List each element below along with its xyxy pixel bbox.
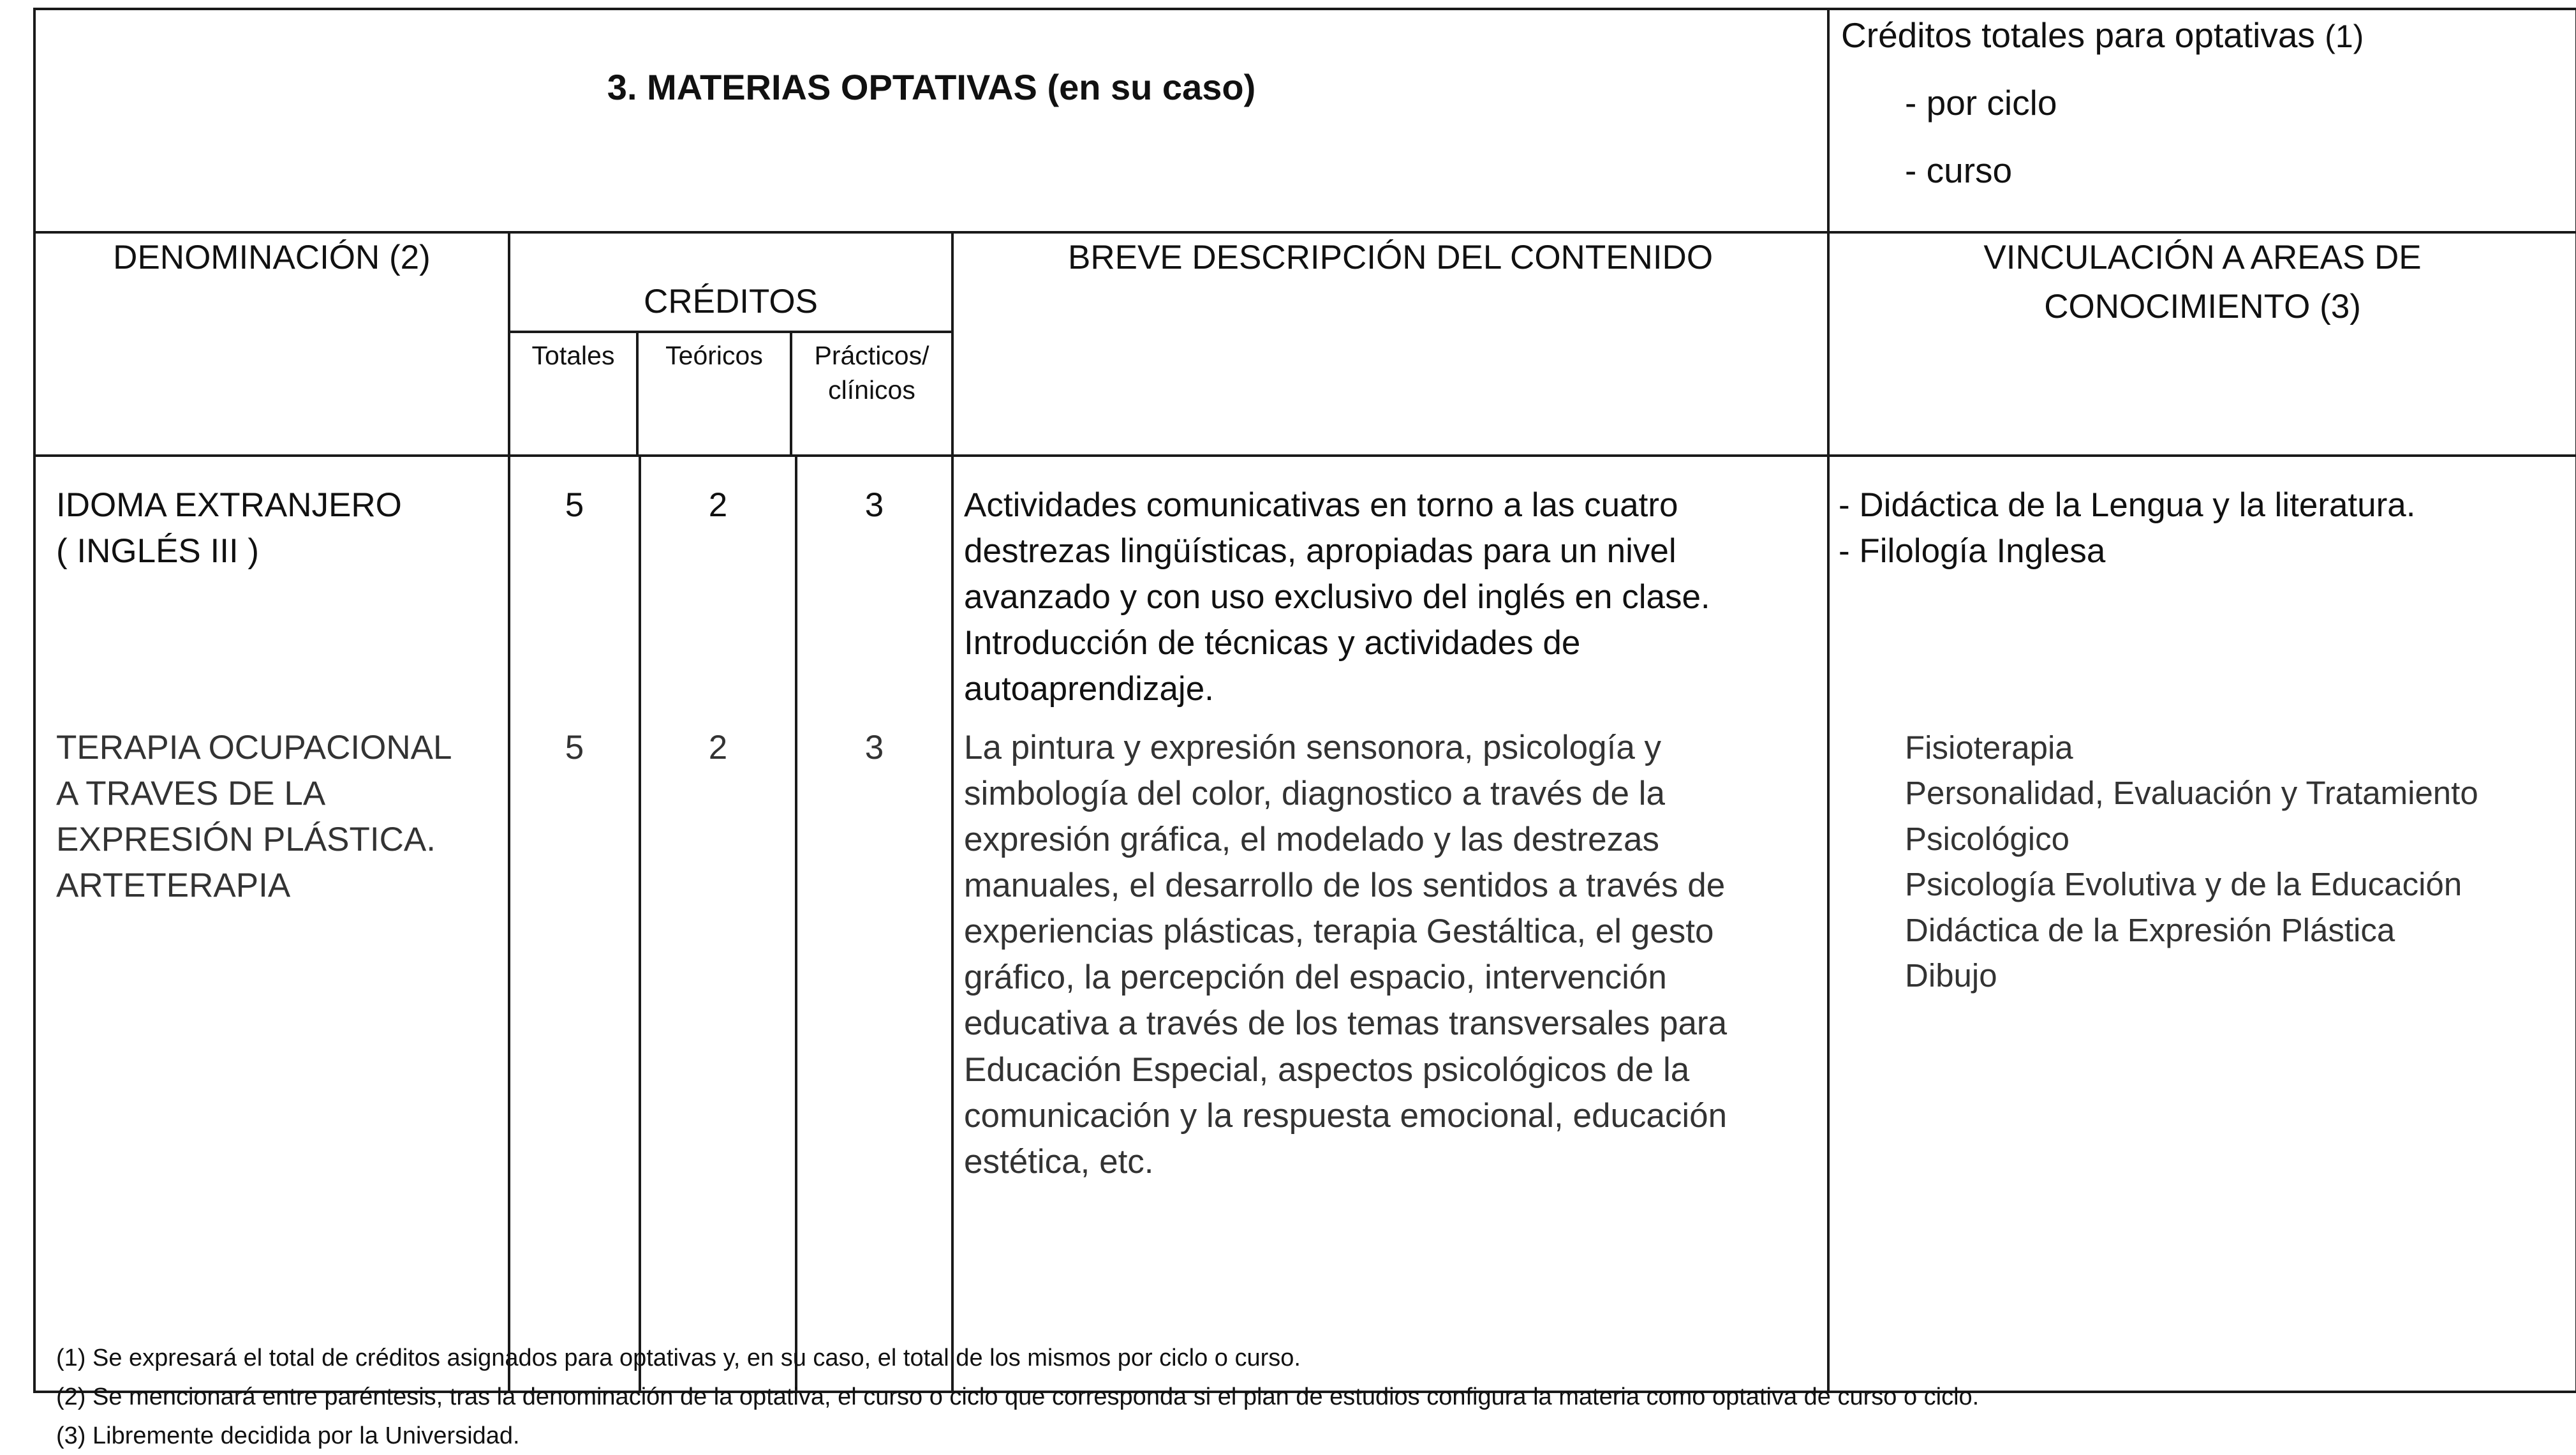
description-line: avanzado y con uso exclusivo del inglés en clase. xyxy=(964,578,1710,616)
subject-name-art-therapy xyxy=(36,725,508,909)
vinculacion-column xyxy=(1828,456,2576,1392)
credits-per-course: - curso xyxy=(1905,151,2013,190)
vinculacion-header-line2: CONOCIMIENTO (3) xyxy=(2044,287,2361,325)
vinculacion-header-line1: VINCULACIÓN A AREAS DE xyxy=(1983,239,2422,276)
creditos-subheaders xyxy=(510,333,951,454)
knowledge-area-line: Psicología Evolutiva y de la Educación xyxy=(1905,866,2462,903)
header-row xyxy=(34,232,2576,456)
description-line: educativa a través de los temas transversales para xyxy=(964,1004,1728,1043)
knowledge-area-line: Didáctica de la Expresión Plástica xyxy=(1905,911,2395,948)
subject-name-line: EXPRESIÓN PLÁSTICA. xyxy=(56,821,436,859)
knowledge-areas-english xyxy=(1830,457,2575,725)
practicos-header xyxy=(792,333,951,454)
teoricos-column xyxy=(640,456,796,1392)
credits-practice-value: 3 xyxy=(864,486,884,524)
description-line: simbología del color, diagnostico a través de la xyxy=(964,775,1665,813)
credits-total-title xyxy=(1841,14,2575,56)
credits-total-box xyxy=(1828,9,2576,232)
practicos-header-line2: clínicos xyxy=(828,375,915,405)
teoricos-header: Teóricos xyxy=(639,333,792,454)
section-title: 3. MATERIAS OPTATIVAS (en su caso) xyxy=(607,67,1256,107)
knowledge-area-line: Personalidad, Evaluación y Tratamiento xyxy=(1905,775,2478,812)
footnotes xyxy=(56,1339,2544,1455)
totales-header: Totales xyxy=(510,333,639,454)
credits-total-title-note: (1) xyxy=(2325,19,2364,54)
denominacion-header: DENOMINACIÓN (2) xyxy=(34,232,509,456)
description-line: manuales, el desarrollo de los sentidos a través de xyxy=(964,867,1726,905)
credits-per-cycle: - por ciclo xyxy=(1905,83,2057,123)
description-line: La pintura y expresión sensonora, psicología y xyxy=(964,729,1662,766)
footnote-3: (3) Libremente decidida por la Universidad. xyxy=(56,1422,520,1449)
body-row xyxy=(34,456,2576,1392)
footnote-2: (2) Se mencionará entre paréntesis, tras la denominación de la optativa, el curso o ciclo que corresponda si el plan de estudios configura la materia como optativa de curso o ciclo. xyxy=(56,1383,1980,1410)
credits-total-title-main: Créditos totales para optativas xyxy=(1841,15,2315,55)
section-title-cell xyxy=(34,9,1828,232)
vinculacion-header xyxy=(1828,232,2576,456)
description-line: gráfico, la percepción del espacio, intervención xyxy=(964,959,1667,997)
description-line: Introducción de técnicas y actividades de xyxy=(964,624,1581,662)
subject-name-line: TERAPIA OCUPACIONAL xyxy=(56,729,452,766)
description-line: Educación Especial, aspectos psicológicos de la xyxy=(964,1050,1690,1089)
description-line: expresión gráfica, el modelado y las destrezas xyxy=(964,821,1660,859)
description-line: experiencias plásticas, terapia Gestáltica, el gesto xyxy=(964,913,1714,951)
subject-name-line: ( INGLÉS III ) xyxy=(56,532,260,571)
knowledge-area-line: Fisioterapia xyxy=(1905,729,2073,766)
knowledge-area-line: - Didáctica de la Lengua y la literatura. xyxy=(1839,486,2416,524)
subject-name-line: ARTETERAPIA xyxy=(56,867,291,905)
credits-practice-value: 3 xyxy=(864,729,884,766)
description-art-therapy xyxy=(954,725,1827,1185)
subject-name-english xyxy=(36,457,508,725)
optional-subjects-table xyxy=(33,8,2576,1393)
knowledge-areas-art-therapy xyxy=(1830,725,2575,998)
creditos-header xyxy=(509,232,952,456)
subject-name-line: A TRAVES DE LA xyxy=(56,775,326,813)
description-english xyxy=(954,457,1827,725)
practicos-column xyxy=(796,456,952,1392)
credits-theory-value: 2 xyxy=(708,486,728,524)
practicos-header-line1: Prácticos/ xyxy=(814,341,929,370)
knowledge-area-line: - Filología Inglesa xyxy=(1839,532,2106,571)
totales-column xyxy=(509,456,640,1392)
title-row xyxy=(34,9,2576,232)
description-line: estética, etc. xyxy=(964,1142,1154,1181)
description-line: autoaprendizaje. xyxy=(964,670,1214,708)
denominacion-column xyxy=(34,456,509,1392)
footnote-1: (1) Se expresará el total de créditos asignados para optativas y, en su caso, el total de los mismos por ciclo o curso. xyxy=(56,1345,1301,1371)
credits-total-value: 5 xyxy=(565,486,584,524)
credits-total-value: 5 xyxy=(565,729,584,766)
knowledge-area-line: Dibujo xyxy=(1905,957,1997,994)
knowledge-area-line: Psicológico xyxy=(1905,820,2069,857)
description-line: Actividades comunicativas en torno a las cuatro xyxy=(964,486,1678,524)
credits-theory-value: 2 xyxy=(708,729,728,766)
subject-name-line: IDOMA EXTRANJERO xyxy=(56,486,402,524)
creditos-title: CRÉDITOS xyxy=(510,234,951,333)
descripcion-header: BREVE DESCRIPCIÓN DEL CONTENIDO xyxy=(952,232,1828,456)
descripcion-column xyxy=(952,456,1828,1392)
description-line: destrezas lingüísticas, apropiadas para un nivel xyxy=(964,532,1677,571)
description-line: comunicación y la respuesta emocional, educación xyxy=(964,1096,1728,1135)
